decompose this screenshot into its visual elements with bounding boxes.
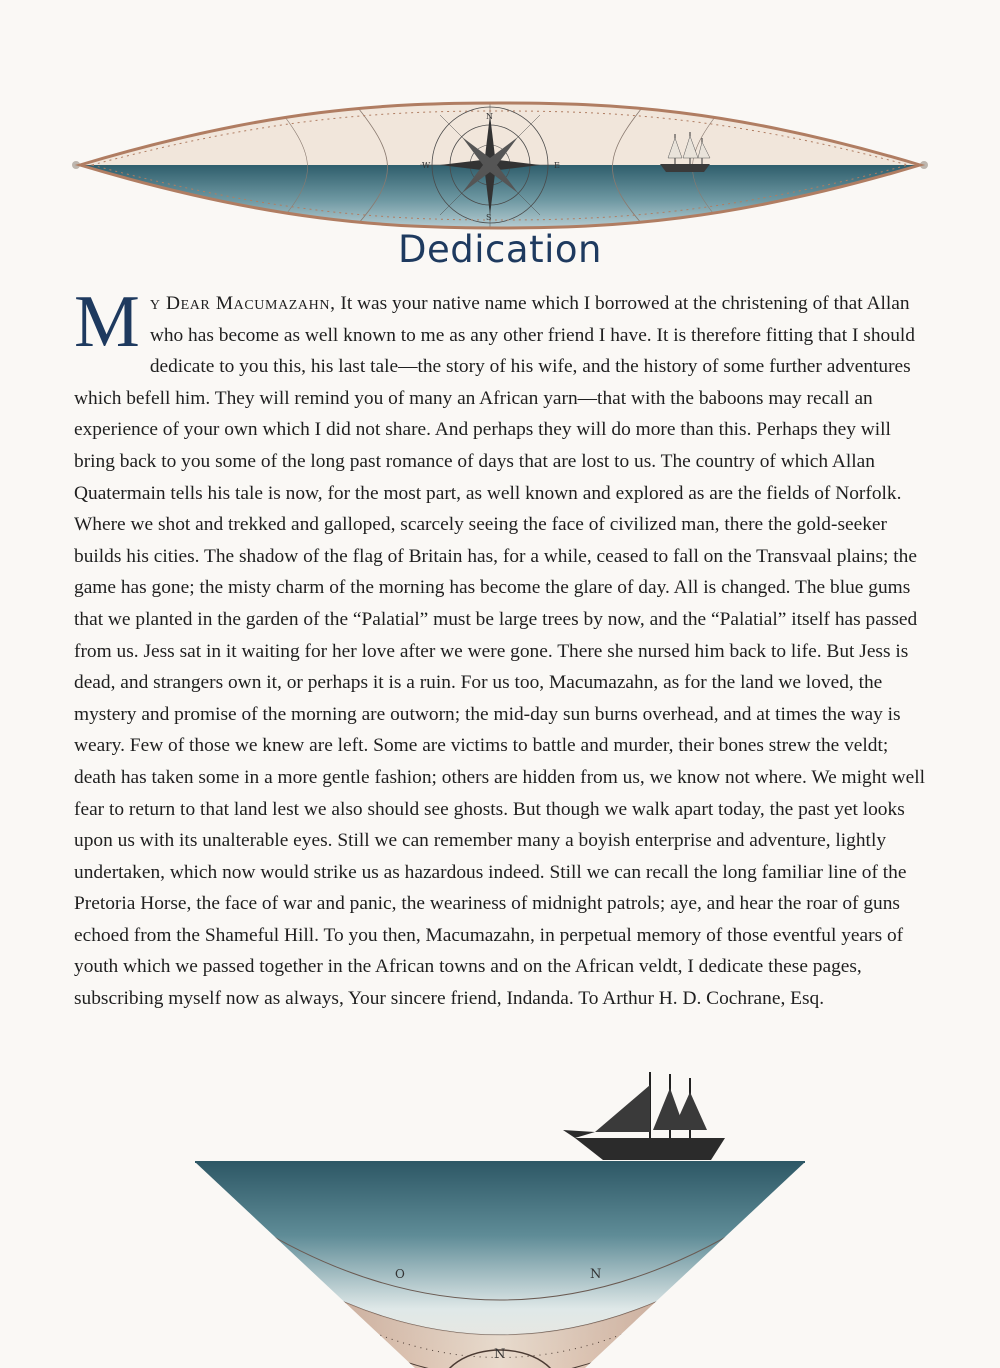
compass-bottom-n: N: [590, 1267, 602, 1282]
salutation: y Dear Macumazahn,: [149, 293, 336, 314]
compass-bottom-n2: N: [494, 1347, 506, 1362]
drop-cap: M: [74, 281, 140, 363]
dedication-body: It was your native name which I borrowed at the christening of that Allan who has become as well known to me as any other friend I have. It is therefore fitting that I should dedicate to you this, his last tale—the story of his wife, and the history of some further adventures which befell him. They will remind you of many an African yarn—that with the baboons may recall an experience of your own which I did not share. And perhaps they will do more than this. Perhaps they will bring back to you some of the long past romance of days that are lost to us. The country of which Allan Quatermain tells his tale is now, for the most part, as well known and explored as are the fields of Norfolk. Where we shot and trekked and galloped, scarcely seeing the face of civilized man, there the gold-seeker builds his cities. The shadow of the flag of Britain has, for a while, ceased to fall on the Transvaal plains; the game has gone; the misty charm of the morning has become the glare of day. All is changed. The blue gums that we planted in the garden of the “Palatial” must be large trees by now, and the “Palatial” itself has passed from us. Jess sat in it waiting for her love after we were gone. There she nursed him back to life. But Jess is dead, and strangers own it, or perhaps it is a ruin. For us too, Macumazahn, as for the land we loved, the mystery and promise of the morning are outworn; the mid-day sun burns overhead, and at times the way is weary. Few of those we knew are left. Some are victims to battle and murder, their bones strew the veldt; death has taken some in a more gentle fashion; others are hidden from us, we know not where. We might well fear to return to that land lest we also should see ghosts. But though we walk apart today, the past yet looks upon us with its unalterable eyes. Still we can remember many a boyish enterprise and adventure, lightly undertaken, which now would strike us as hazardous indeed. Still we can recall the long familiar line of the Pretoria Horse, the face of war and panic, the weariness of midnight patrols; aye, and hear the roar of guns echoed from the Shameful Hill. To you then, Macumazahn, in perpetual memory of those eventful years of youth which we passed together in the African towns and on the African veldt, I dedicate these pages, subscribing myself now as always, Your sincere friend, Indanda. To Arthur H. D. Cochrane, Esq.: [74, 293, 926, 1010]
top-nautical-banner: [70, 98, 930, 233]
ship-icon: [563, 1072, 725, 1160]
compass-top-s: S: [486, 213, 492, 222]
bottom-nautical-illustration: [190, 1060, 810, 1368]
compass-bottom-o: O: [395, 1267, 405, 1281]
compass-top-e: E: [554, 161, 560, 170]
page-title: Dedication: [398, 228, 602, 271]
compass-top-n: N: [486, 112, 493, 121]
dedication-paragraph: [74, 281, 934, 1015]
compass-top-w: W: [422, 161, 431, 170]
